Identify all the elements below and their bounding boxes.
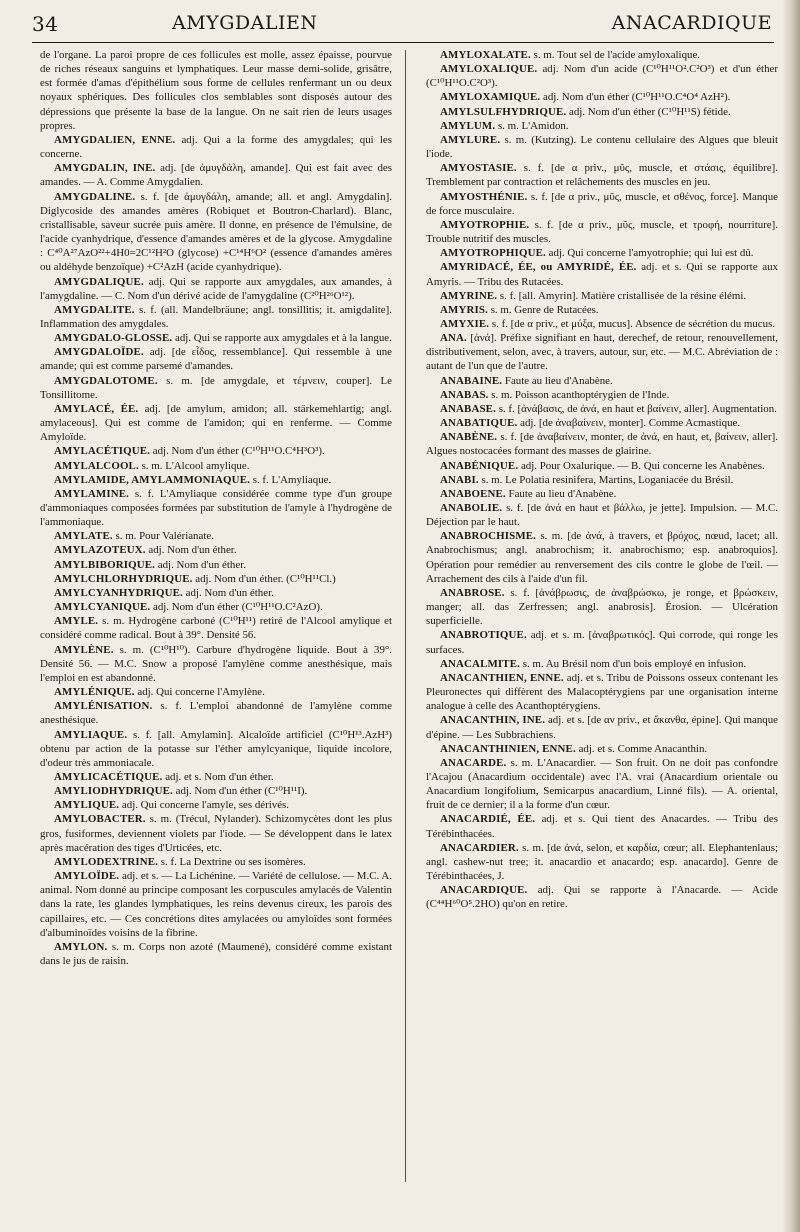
entry-definition: s. f. [ἀνάβασις, de ἀνά, en haut et βαίνειν, aller]. Augmentation.	[498, 402, 777, 415]
entry-headword: ANACANTHIN, INE.	[440, 714, 546, 727]
entry-definition: adj. Nom d'un éther (C¹⁰H¹¹O.C²AzO).	[152, 601, 323, 614]
dictionary-entry	[40, 374, 392, 402]
dictionary-entry	[40, 869, 392, 940]
entry-definition: s. f. [de α priv., μῦς, muscle, et τροφή, nourriture]. Trouble nutritif des muscles.	[426, 218, 778, 246]
entry-definition: Faute au lieu d'Anabène.	[508, 487, 617, 500]
dictionary-entry	[40, 402, 392, 444]
entry-definition: s. f. [ἀνάβρωσις, de ἀναβρώσκω, je ronge, et βρώσκειν, manger; all. das Zerfressen; angl. anabrosis]. Érosion. — Ulcération superficielle.	[426, 586, 778, 628]
entry-definition: s. m. Au Brésil nom d'un bois employé en infusion.	[522, 657, 747, 670]
entry-definition: s. m. [de ἀνά, selon, et καρδία, cœur; all. Elephantenlaus; angl. cashew-nut tree; it. anacardio et anacardo; esp. anacardo]. Genre de Térébinthacées, J.	[426, 841, 778, 883]
page-number: 34	[32, 12, 59, 36]
entry-definition: adj. Nom d'un éther (C¹⁰H¹¹S) fétide.	[569, 105, 731, 118]
entry-headword: ANABOLIE.	[440, 502, 503, 514]
entry-definition: adj. Qui concerne l'amyotrophie; qui lui est dû.	[548, 247, 754, 260]
entry-headword: AMYLÉNIQUE.	[54, 686, 135, 699]
page-spine-shadow	[782, 0, 800, 1232]
dictionary-entry	[40, 543, 392, 557]
entry-definition: s. m. [de ἀνά, à travers, et βρόχος, nœud, lacet; all. Anabrochismus; angl. anabrochism; it. anabrochismo; esp. anabroquios]. Opération pour remédier au renversement des cils contre le globe de l'œil. — Arrachement des cils à l'aide d'un fil.	[426, 530, 778, 585]
entry-headword: AMYGDALIQUE.	[54, 275, 144, 288]
dictionary-entry	[426, 246, 778, 260]
dictionary-entry	[426, 812, 778, 840]
entry-headword: AMYGDALITE.	[54, 303, 135, 316]
entry-definition: s. m. L'Alcool amylique.	[141, 459, 250, 472]
header-left-guide-word: AMYGDALIEN	[172, 12, 318, 34]
entry-headword: AMYRIS.	[440, 303, 488, 316]
entry-headword: ANACANTHIEN, ENNE.	[440, 671, 564, 684]
entry-definition: adj. Qui a la forme des amygdales; qui les concerne.	[40, 133, 392, 161]
dictionary-entry	[426, 190, 778, 218]
column-divider	[405, 50, 406, 1182]
dictionary-entry	[40, 190, 392, 275]
dictionary-entry	[426, 388, 778, 402]
dictionary-entry	[40, 728, 392, 770]
entry-headword: AMYOTROPHIE.	[440, 218, 530, 231]
dictionary-entry	[40, 161, 392, 189]
entry-definition: s. m. Genre de Rutacées.	[490, 303, 599, 316]
entry-definition: adj. [de amylum, amidon; all. stärkemehlartig; angl. amylaceous]. Qui est comme de l'amidon; qui en renferme. — Comme Amyloïde.	[40, 402, 392, 444]
entry-definition: adj. Qui se rapporte à l'Anacarde. — Acide (C⁴⁴H⁶⁰O⁵.2HO) qu'on en retire.	[426, 884, 778, 911]
dictionary-entry	[40, 685, 392, 699]
entry-headword: ANABI.	[440, 473, 479, 486]
entry-headword: ANABÉNIQUE.	[440, 459, 519, 472]
dictionary-entry	[426, 374, 778, 388]
entry-definition: s. m. Poisson acanthoptérygien de l'Inde.	[491, 388, 670, 401]
dictionary-entry	[40, 275, 392, 303]
dictionary-entry	[40, 770, 392, 784]
left-column	[40, 48, 392, 968]
entry-headword: AMYLIQUE.	[54, 799, 120, 812]
dictionary-entry	[40, 331, 392, 345]
dictionary-entry	[40, 699, 392, 727]
entry-headword: ANACARDE.	[440, 756, 507, 769]
entry-headword: AMYLCHLORHYDRIQUE.	[54, 572, 193, 585]
entry-headword: ANABAINE.	[440, 374, 503, 387]
dictionary-entry	[426, 657, 778, 671]
entry-headword: AMYLSULFHYDRIQUE.	[440, 105, 567, 118]
entry-headword: AMYGDALOTOME.	[54, 374, 158, 387]
dictionary-entry	[426, 756, 778, 813]
entry-headword: ANACALMITE.	[440, 657, 521, 670]
entry-headword: AMYOTROPHIQUE.	[440, 247, 546, 260]
dictionary-entry	[426, 586, 778, 628]
entry-headword: AMYLE.	[54, 615, 99, 628]
dictionary-entry	[426, 529, 778, 586]
dictionary-entry	[426, 161, 778, 189]
entry-headword: AMYLAZOTEUX.	[54, 544, 146, 557]
dictionary-entry	[40, 48, 392, 133]
entry-definition: [ἀνά]. Préfixe signifiant en haut, derechef, de retour, renouvellement, distributivement, selon, avec, à travers, autour, sur, etc. — M.C. Abréviation de : autant de l'un que de l'autre.	[426, 332, 778, 373]
entry-definition: s. m. Hydrogène carboné (C¹⁰H¹¹) retiré de l'Alcool amylique et considéré comme radical. Bout à 39°. Densité 56.	[40, 615, 392, 642]
entry-headword: ANACARDIER.	[440, 841, 519, 854]
entry-headword: AMYLACÉTIQUE.	[54, 445, 151, 458]
dictionary-entry	[40, 643, 392, 685]
entry-definition: s. f. L'emploi abandonné de l'amylène comme anesthésique.	[40, 700, 392, 727]
dictionary-entry	[40, 798, 392, 812]
dictionary-entry	[426, 133, 778, 161]
dictionary-entry	[426, 883, 778, 911]
dictionary-entry	[426, 48, 778, 62]
entry-definition: adj. Nom d'un éther.	[185, 586, 274, 599]
entry-definition: adj. Nom d'un éther (C¹⁰H¹¹O.C⁴O⁴ AzH²).	[543, 91, 731, 104]
dictionary-entry	[40, 133, 392, 161]
entry-headword: AMYRIDACÉ, ÉE, ou AMYRIDÉ, ÉE.	[440, 261, 637, 274]
entry-definition: s. f. L'Amyliaque.	[252, 473, 332, 486]
entry-headword: AMYLIODHYDRIQUE.	[54, 785, 173, 798]
entry-definition: adj. Qui se rapporte aux amygdales, aux amandes, à l'amygdaline. — C. Nom d'un dérivé acide de l'amygdaline (C²⁰H²⁶O¹²).	[40, 275, 392, 302]
dictionary-entry	[426, 218, 778, 246]
entry-definition: s. f. [de ἀναβαίνειν, monter, de ἀνά, en haut, et, βαίνειν, aller]. Algues nostocacées formant des masses de glairine.	[426, 431, 778, 458]
entry-definition: adj. Nom d'un éther (C¹⁰H¹¹O.C⁴H³O³).	[152, 445, 325, 458]
dictionary-entry	[426, 430, 778, 458]
dictionary-entry	[40, 855, 392, 869]
entry-headword: AMYXIE.	[440, 317, 490, 330]
entry-definition: adj. et s. Qui se rapporte aux Amyris. — Tribu des Rutacées.	[426, 261, 778, 288]
entry-headword: AMYLCYANHYDRIQUE.	[54, 586, 183, 599]
entry-headword: AMYLALCOOL.	[54, 459, 139, 472]
entry-headword: AMYGDALO-GLOSSE.	[54, 332, 173, 345]
entry-headword: AMYRINE.	[440, 289, 498, 302]
dictionary-entry	[426, 501, 778, 529]
entry-definition: adj. Pour Oxalurique. — B. Qui concerne les Anabènes.	[520, 459, 765, 472]
entry-definition: s. f. (all. Mandelbräune; angl. tonsillitis; it. amigdalite]. Inflammation des amygdales.	[40, 303, 392, 330]
entry-headword: AMYLAMINE.	[54, 487, 130, 500]
dictionary-entry	[426, 105, 778, 119]
entry-headword: ANACANTHINIEN, ENNE.	[440, 742, 576, 755]
dictionary-entry	[426, 742, 778, 756]
entry-definition: adj. Qui concerne l'amyle, ses dérivés.	[121, 799, 289, 812]
dictionary-entry	[426, 303, 778, 317]
dictionary-entry	[40, 614, 392, 642]
entry-headword: AMYLIAQUE.	[54, 728, 128, 741]
dictionary-entry	[426, 119, 778, 133]
entry-definition: adj. Nom d'un éther. (C¹⁰H¹¹Cl.)	[195, 572, 336, 585]
entry-definition: adj. [de ἀναβαίνειν, monter]. Comme Acmastique.	[520, 417, 741, 430]
entry-definition: adj. et s. Qui tient des Anacardes. — Tribu des Térébinthacées.	[426, 813, 778, 840]
dictionary-entry	[426, 416, 778, 430]
entry-definition: adj. Nom d'un éther.	[157, 558, 246, 571]
dictionary-entry	[426, 671, 778, 713]
entry-headword: ANABROTIQUE.	[440, 629, 527, 642]
entry-definition: s. f. [all. Amylamin]. Alcaloïde artificiel (C¹⁰H¹³.AzH³) obtenu par action de la potasse sur l'éther amylcyanique, liquide incolore, d'odeur très ammoniacale.	[40, 728, 392, 769]
entry-definition: Faute au lieu d'Anabène.	[504, 374, 613, 387]
entry-definition: s. m. (C¹⁰H¹⁰). Carbure d'hydrogène liquide. Bout à 39°. Densité 56. — M.C. Snow a proposé l'amylène comme anesthésique, mais l'emploi en est abandonné.	[40, 643, 392, 684]
entry-definition: s. f. La Dextrine ou ses isomères.	[160, 855, 306, 868]
entry-headword: AMYGDALIEN, ENNE.	[54, 133, 176, 146]
entry-definition: adj. Qui se rapporte aux amygdales et à la langue.	[175, 332, 392, 345]
dictionary-entry	[426, 713, 778, 741]
entry-headword: ANA.	[440, 332, 467, 345]
entry-headword: AMYOSTHÉNIE.	[440, 190, 528, 203]
entry-definition: s. f. L'Amyliaque considérée comme type d'un groupe d'ammoniaques composées formées par substitution de l'amyle à l'hydrogène de l'ammoniaque.	[40, 487, 392, 529]
entry-headword: AMYLAMIDE, AMYLAMMONIAQUE.	[54, 473, 250, 486]
entry-definition: adj. Nom d'un éther.	[148, 544, 237, 557]
dictionary-entry	[426, 473, 778, 487]
entry-headword: ANABASE.	[440, 402, 496, 415]
entry-headword: AMYGDALIN, INE.	[54, 162, 156, 175]
entry-definition: adj. et s. Nom d'un éther.	[165, 770, 274, 783]
dictionary-entry	[426, 260, 778, 288]
entry-definition: de l'organe. La paroi propre de ces follicules est molle, assez épaisse, pourvue de riches réseaux sanguins et lymphatiques. Leur masse demi-solide, grisâtre, est formée d'amas d'épithélium sous forme de cellules renfermant un ou deux noyaux sphériques. Des follicules clos semblables sont disposés autour des dépressions que présente la base de la langue. On ne sait rien de leurs usages propres.	[40, 49, 392, 132]
entry-definition: s. m. L'Anacardier. — Son fruit. On ne doit pas confondre l'Acajou (Anacardium occidentale) avec l'A. vrai (Anacardium orientale ou Anacardium longifolium, Semicarpus anacardium, Linné fils). — A. oriental, fruit de ce dernier; il a la forme d'un cœur.	[426, 756, 778, 812]
dictionary-entry	[40, 586, 392, 600]
dictionary-entry	[40, 784, 392, 798]
entry-definition: s. m. L'Amidon.	[497, 119, 569, 132]
entry-headword: AMYLICACÉTIQUE.	[54, 770, 163, 783]
dictionary-entry	[40, 303, 392, 331]
entry-headword: AMYLON.	[54, 940, 108, 953]
entry-headword: AMYLÈNE.	[54, 643, 114, 656]
entry-headword: AMYLACÉ, ÉE.	[54, 402, 139, 415]
entry-definition: s. f. [de ἀνά en haut et βάλλω, je jette]. Impulsion. — M.C. Déjection par le haut.	[426, 502, 778, 529]
entry-headword: ANACARDIQUE.	[440, 884, 528, 897]
entry-headword: AMYLODEXTRINE.	[54, 855, 159, 868]
entry-definition: s. f. [de α priv., μῦς, muscle, et στάσις, équilibre]. Tremblement par contraction et relâchements des muscles en jeu.	[426, 162, 778, 189]
entry-headword: AMYLOXALIQUE.	[440, 63, 538, 76]
dictionary-entry	[426, 331, 778, 373]
entry-headword: ANABROSE.	[440, 586, 505, 599]
dictionary-entry	[426, 289, 778, 303]
entry-headword: ANABROCHISME.	[440, 530, 537, 543]
dictionary-entry	[426, 841, 778, 883]
entry-definition: adj. et s. m. [ἀναβρωτικός]. Qui corrode, qui ronge les surfaces.	[426, 629, 778, 656]
dictionary-entry	[40, 812, 392, 854]
entry-headword: ANABÈNE.	[440, 431, 498, 444]
entry-definition: adj. et s. — La Lichénine. — Variété de cellulose. — M.C. A. animal. Nom donné au principe composant les corpuscules amylacés de Valentin dans la rate, les glandes lymphatiques, les reins devenus cireux, les parois des capillaires, etc. — Ces concrétions dites amylacées ou amyloïdes sont formées d'albuminoïdes voisins de la fibrine.	[40, 870, 392, 939]
entry-headword: AMYLBIBORIQUE.	[54, 558, 156, 571]
entry-definition: adj. [de εἶδος, ressemblance]. Qui ressemble à une amande; qui est comme parsemé d'amandes.	[40, 346, 392, 373]
entry-definition: s. f. [de ἀμυγδάλη, amande; all. et angl. Amygdalin]. Diglycoside des amandes amères (Robiquet et Boutron-Charlard). Blanc, cristallisable, saveur sucrée puis amère. Il donne, en présence de l'émulsine, de l'acide cyanhydrique, d'essence d'amandes amères et de la glycose. Amygdaline : C⁴⁰A²⁷AzO²²+4H0=2C¹²H²O (glycose) +C¹⁴H⁶O² (essence d'amandes amères ou aldéhyde benzoïque) +C²AzH (acide cyanhydrique).	[40, 190, 392, 274]
entry-headword: AMYGDALOÏDE.	[54, 346, 144, 359]
dictionary-entry	[426, 459, 778, 473]
header-right-guide-word: ANACARDIQUE	[611, 12, 772, 34]
dictionary-entry	[40, 529, 392, 543]
entry-headword: AMYLOXAMIQUE.	[440, 91, 541, 104]
entry-headword: AMYLÉNISATION.	[54, 700, 153, 713]
entry-definition: s. m. (Trécul, Nylander). Schizomycètes dont les plus gros, fusiformes, deviennent violets par l'iode. — Se développent dans le latex après macération des tiges d'Urticées, etc.	[40, 813, 392, 854]
entry-headword: AMYOSTASIE.	[440, 162, 517, 175]
dictionary-entry	[40, 487, 392, 529]
dictionary-entry	[40, 473, 392, 487]
dictionary-entry	[40, 459, 392, 473]
dictionary-entry	[426, 487, 778, 501]
dictionary-entry	[40, 600, 392, 614]
entry-definition: s. m. Le Polatia resinifera, Martins, Loganiacée du Brésil.	[481, 473, 734, 486]
entry-headword: AMYLCYANIQUE.	[54, 601, 151, 614]
dictionary-entry	[426, 62, 778, 90]
entry-headword: AMYLURE.	[440, 133, 501, 146]
entry-headword: AMYLOXALATE.	[440, 49, 531, 61]
entry-headword: ANABAS.	[440, 388, 489, 401]
entry-headword: ANACARDIÉ, ÉE.	[440, 813, 536, 826]
right-column	[426, 48, 778, 912]
header-rule	[32, 42, 774, 43]
entry-definition: s. m. Tout sel de l'acide amyloxalique.	[533, 49, 701, 61]
entry-headword: ANABOENE.	[440, 487, 506, 500]
entry-definition: s. m. Corps non azoté (Maumené), considéré comme existant dans le jus de raisin.	[40, 940, 392, 967]
dictionary-entry	[426, 317, 778, 331]
running-header	[32, 12, 772, 52]
dictionary-entry	[40, 444, 392, 458]
entry-definition: adj. et s. [de αν priv., et ἄκανθα, épine]. Qui manque d'épine. — Les Subbrachiens.	[426, 714, 778, 741]
entry-headword: AMYLATE.	[54, 530, 113, 543]
entry-definition: adj. [de ἀμυγδάλη, amande]. Qui est fait avec des amandes. — A. Comme Amygdalien.	[40, 162, 392, 189]
dictionary-entry	[40, 558, 392, 572]
dictionary-entry	[426, 628, 778, 656]
dictionary-entry	[40, 940, 392, 968]
entry-definition: s. f. [de α priv., μῦς, muscle, et σθένος, force]. Manque de force musculaire.	[426, 190, 779, 217]
entry-definition: s. m. Pour Valérianate.	[115, 530, 214, 543]
entry-headword: AMYGDALINE.	[54, 190, 136, 203]
dictionary-entry	[426, 90, 778, 104]
entry-headword: AMYLUM.	[440, 119, 496, 132]
dictionary-entry	[40, 572, 392, 586]
entry-definition: adj. Nom d'un acide (C¹⁰H¹¹O².C²O³) et d'un éther (C¹⁰H¹¹O.C²O³).	[426, 63, 778, 90]
entry-definition: adj. et s. Tribu de Poissons osseux contenant les Pleuronectes qui diffèrent des Malacoptérygiens par une organisation interne analogue à celle des Acanthoptérygiens.	[426, 671, 778, 713]
dictionary-entry	[40, 345, 392, 373]
entry-definition: s. m. [de amygdale, et τέμνειν, couper]. Le Tonsillitome.	[40, 374, 392, 401]
entry-definition: adj. Qui concerne l'Amylène.	[137, 686, 265, 699]
entry-definition: adj. et s. Comme Anacanthin.	[578, 742, 708, 755]
entry-headword: AMYLOÏDE.	[54, 870, 120, 883]
dictionary-entry	[426, 402, 778, 416]
entry-definition: adj. Nom d'un éther (C¹⁰H¹¹I).	[175, 785, 308, 798]
entry-headword: ANABATIQUE.	[440, 417, 518, 430]
entry-definition: s. m. (Kutzing). Le contenu cellulaire des Algues que bleuit l'iode.	[426, 133, 778, 161]
entry-definition: s. f. [de α priv., et μύξα, mucus]. Absence de sécrétion du mucus.	[491, 317, 776, 330]
entry-definition: s. f. [all. Amyrin]. Matière cristallisée de la résine élémi.	[499, 289, 747, 302]
entry-headword: AMYLOBACTER.	[54, 813, 146, 826]
